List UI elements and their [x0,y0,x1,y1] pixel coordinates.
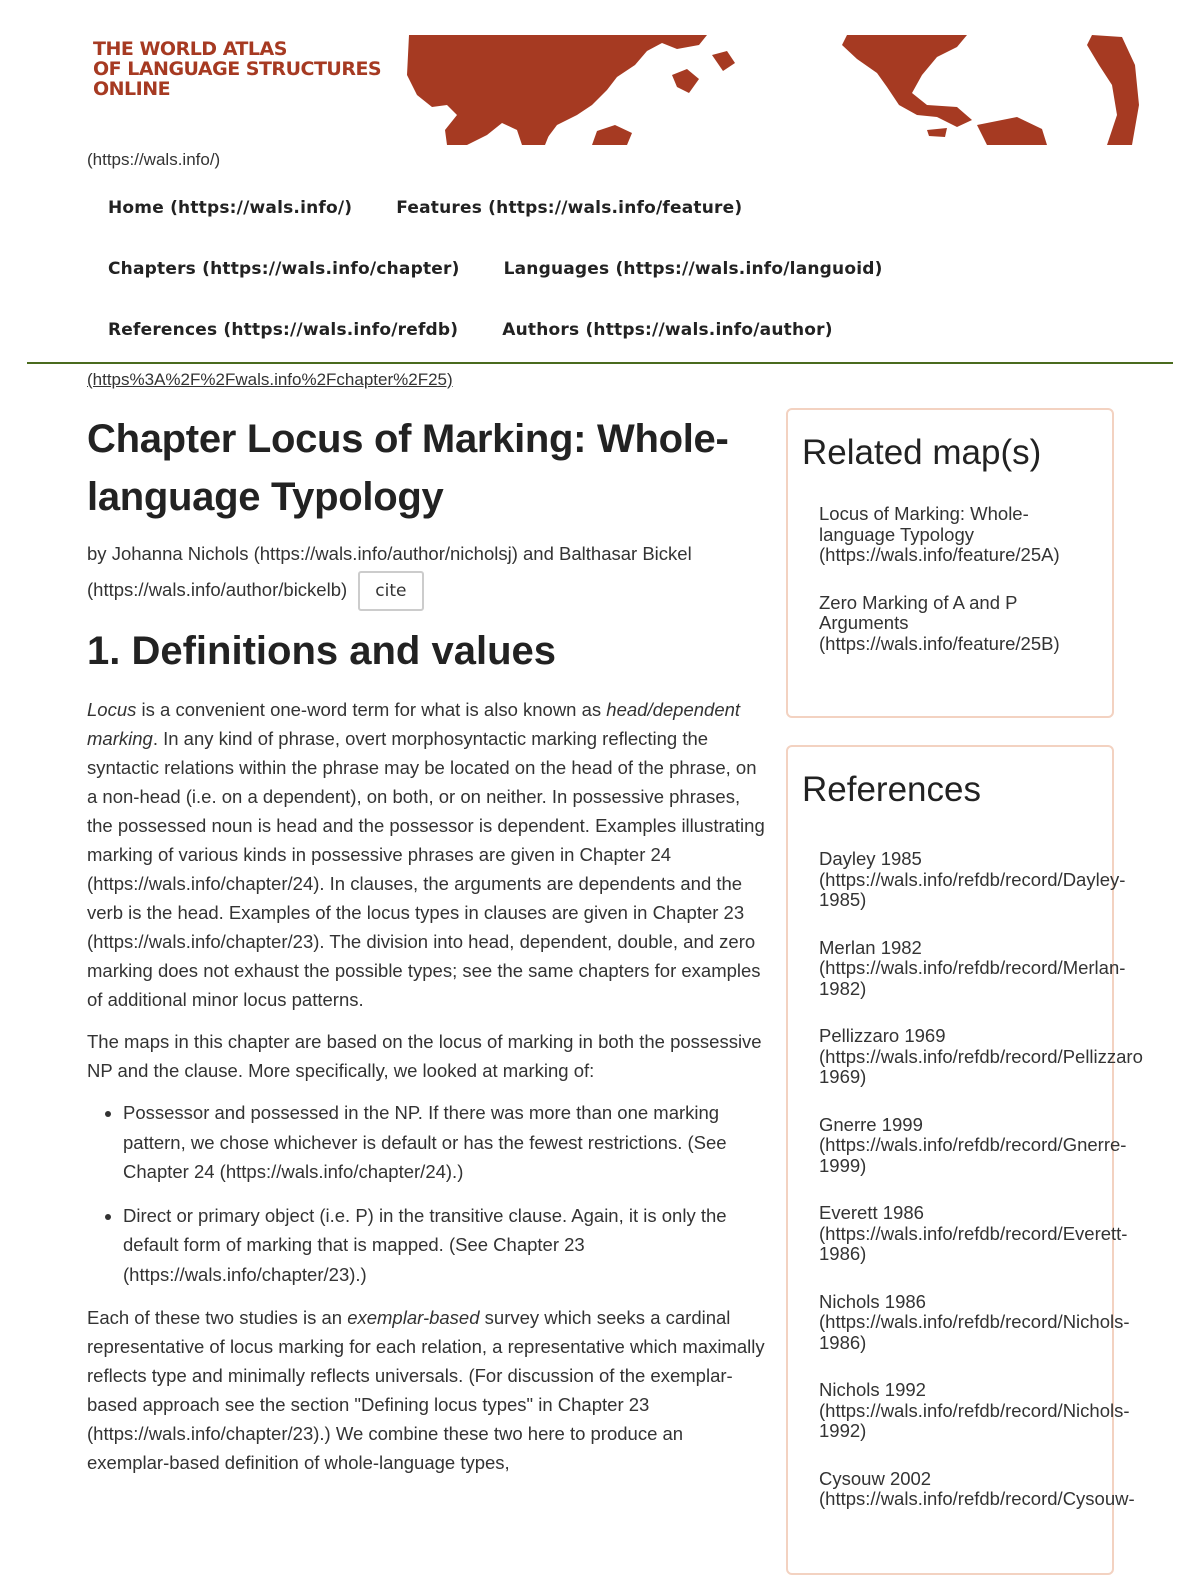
link-line: language Typology [819,523,974,545]
page-title: Chapter Locus of Marking: Whole-language Typology [87,417,729,519]
link-line: (https://wals.info/feature/25B) [819,632,1060,654]
main-nav [108,198,927,381]
ref-line: (https://wals.info/refdb/record/Nichols- [819,1399,1130,1421]
related-maps-heading: Related map(s) [802,433,1042,472]
ref-line: 1969) [819,1066,867,1087]
ref-line: (https://wals.info/refdb/record/Pellizzaro [819,1045,1143,1067]
emphasis: head/dependent marking [87,699,741,749]
author-link[interactable]: Balthasar Bickel (https://wals.info/author/bickelb) [87,543,692,600]
related-maps-list [819,504,1112,654]
reference-link[interactable] [819,1379,1130,1442]
ref-line: (https://wals.info/refdb/record/Everett- [819,1222,1128,1244]
share-link[interactable]: (https%3A%2F%2Fwals.info%2Fchapter%2F25) [87,370,453,389]
ref-line: (https://wals.info/refdb/record/Cysouw- [819,1488,1135,1509]
paragraph [87,1303,767,1477]
related-maps-panel [786,408,1114,718]
byline-and: and [517,543,560,564]
byline [87,536,767,611]
references-heading: References [802,770,981,809]
ref-line: (https://wals.info/refdb/record/Nichols- [819,1311,1130,1332]
paragraph [87,695,767,1014]
site-banner[interactable] [87,35,1140,145]
ref-line: 1986) [819,1331,867,1353]
link-line: Zero Marking of A and P [819,591,1018,613]
related-map-link[interactable] [819,504,1112,566]
reference-link[interactable] [819,936,1126,1000]
ref-line: Gnerre 1999 [819,1113,923,1135]
nav-row [108,259,927,320]
nav-languages[interactable]: Languages (https://wals.info/languoid) [503,259,883,279]
reference-link[interactable] [819,1202,1128,1265]
ref-line: Nichols 1992 [819,1379,926,1400]
byline-prefix: by [87,543,112,564]
emphasis: Locus [87,699,137,720]
nav-references[interactable]: References (https://wals.info/refdb) [108,320,459,340]
related-map-link[interactable] [819,593,1112,655]
link-line: Locus of Marking: Whole- [819,503,1029,524]
logo-line-1: THE WORLD ATLAS [93,38,287,60]
text: Each of these two studies is an [87,1307,348,1328]
section-heading: 1. Definitions and values [87,629,557,673]
nav-row [108,198,927,259]
ref-line: Dayley 1985 [819,848,922,869]
text: survey which seeks a cardinal representative of locus marking for each relation, a representative which maximally reflects type and minimally reflects universals. (For discussion of the exemplar-based approach see the section "Defining locus types" in Chapter 23 (https://wals.info/chapter/23).) We combine these two here to produce an exemplar-based definition of whole-language types, [87,1307,765,1473]
ref-line: 1985) [819,889,867,910]
cite-button[interactable]: cite [358,571,423,611]
reference-link[interactable] [819,1467,1135,1510]
emphasis: exemplar-based [347,1307,480,1328]
references-list [819,848,1143,1510]
ref-line: (https://wals.info/refdb/record/Dayley- [819,868,1126,890]
text: is a convenient one-word term for what is also known as [136,699,607,720]
ref-line: Pellizzaro 1969 [819,1025,946,1046]
link-line: Arguments [819,612,909,633]
reference-link[interactable] [819,1025,1143,1088]
article [87,410,767,1490]
ref-line: (https://wals.info/refdb/record/Gnerre- [819,1134,1127,1155]
paragraph: The maps in this chapter are based on the locus of marking in both the possessive NP and the clause. More specifically, we looked at marking of: [87,1031,762,1081]
references-panel [786,745,1143,1575]
ref-line: Cysouw 2002 [819,1467,932,1489]
ref-line: 1992) [819,1420,867,1441]
nav-authors[interactable]: Authors (https://wals.info/author) [502,320,833,340]
link-line: (https://wals.info/feature/25A) [819,544,1060,565]
ref-line: 1982) [819,977,867,999]
ref-line: Nichols 1986 [819,1290,926,1312]
ref-line: Everett 1986 [819,1202,924,1223]
text: . In any kind of phrase, overt morphosyntactic marking reflecting the syntactic relations within the phrase may be located on the head of the phrase, on a non-head (i.e. on a dependent), on both, or on neither. In possessive phrases, the possessed noun is head and the possessor is dependent. Examples illustrating marking of various kinds in possessive phrases are given in Chapter 24 (https://wals.info/chapter/24). In clauses, the arguments are dependents and the verb is the head. Examples of the locus types in clauses are given in Chapter 23 (https://wals.info/chapter/23). The division into head, dependent, double, and zero marking does not exhaust the possible types; see the same chapters for examples of additional minor locus patterns. [87,728,765,1010]
ref-line: (https://wals.info/refdb/record/Merlan- [819,957,1126,978]
list-item: • Possessor and possessed in the NP. If there was more than one marking pattern, we chose whichever is default or has the fewest restrictions. (See Chapter 24 (https://wals.info/chapter/24).) [123,1098,767,1187]
nav-chapters[interactable]: Chapters (https://wals.info/chapter) [108,259,460,279]
logo-line-3: ONLINE [93,78,171,100]
reference-link[interactable] [819,1113,1127,1177]
bullet-list [87,1098,767,1289]
nav-features[interactable]: Features (https://wals.info/feature) [396,198,743,218]
reference-link[interactable] [819,1290,1130,1354]
ref-line: Merlan 1982 [819,936,922,958]
author-link[interactable]: Johanna Nichols (https://wals.info/author/nicholsj) [111,543,518,564]
logo-line-2: OF LANGUAGE STRUCTURES [93,58,382,80]
ref-line: 1986) [819,1243,867,1264]
site-logo[interactable] [93,39,413,99]
nav-divider [27,362,1173,364]
nav-home[interactable]: Home (https://wals.info/) [108,198,353,218]
ref-line: 1999) [819,1154,867,1176]
home-link-url[interactable]: (https://wals.info/) [87,150,221,169]
list-item: • Direct or primary object (i.e. P) in the transitive clause. Again, it is only the default form of marking that is mapped. (See Chapter 23 (https://wals.info/chapter/23).) [123,1201,767,1290]
reference-link[interactable] [819,848,1126,911]
